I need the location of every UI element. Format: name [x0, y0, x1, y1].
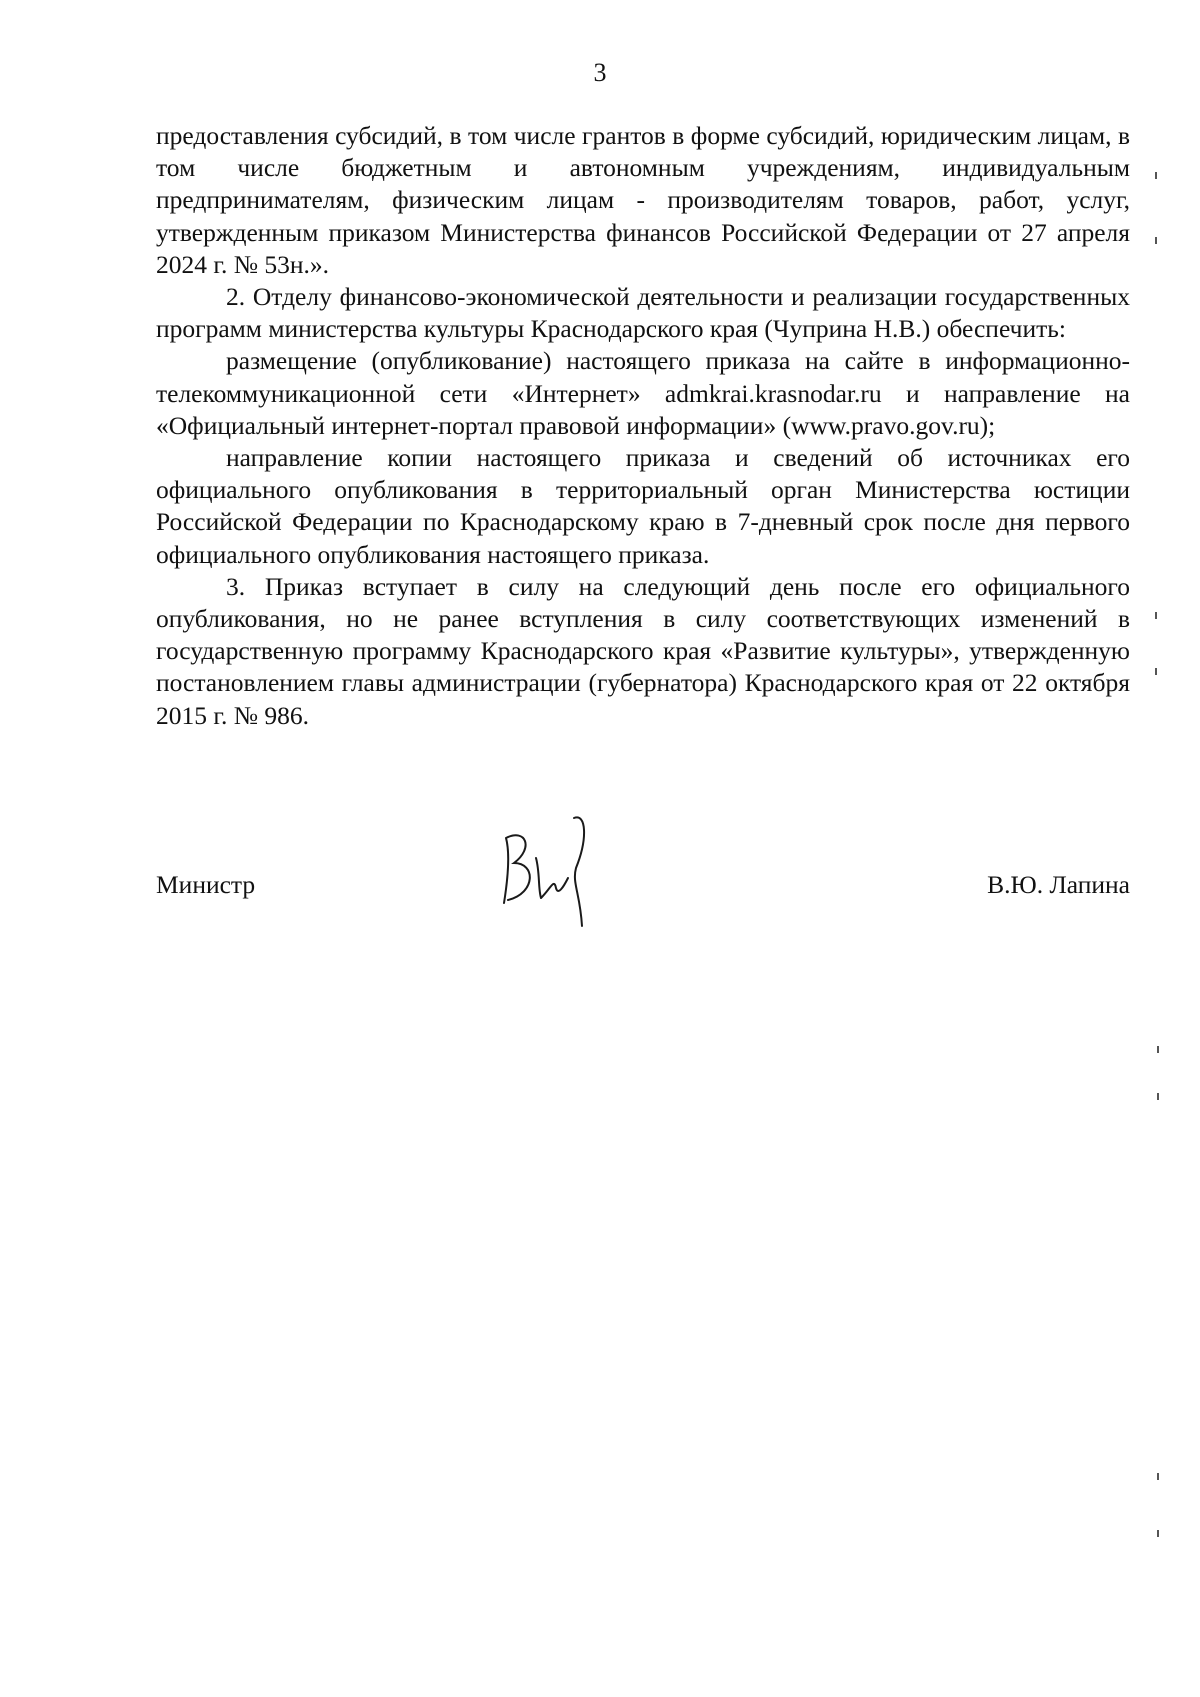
scan-mark [1155, 668, 1157, 675]
scan-mark [1157, 1046, 1159, 1053]
handwritten-signature [496, 808, 616, 928]
signatory-name: В.Ю. Лапина [987, 870, 1130, 899]
scan-mark [1157, 1530, 1159, 1537]
scan-mark [1157, 1473, 1159, 1480]
scan-mark [1157, 1093, 1159, 1100]
scan-mark [1155, 612, 1157, 619]
scan-mark [1155, 237, 1157, 244]
document-body [156, 120, 1130, 732]
paragraph-publication: размещение (опубликование) настоящего приказа на сайте в информационно-телекоммуникационной сети «Интернет» admkrai.krasnodar.ru и направление на «Официальный интернет-портал правовой информации» (www.pravo.gov.ru); [156, 346, 1130, 440]
page-number: 3 [593, 58, 607, 87]
scan-mark [1155, 172, 1157, 179]
paragraph-copy-submission: направление копии настоящего приказа и сведений об источниках его официального опубликования в территориальный орган Министерства юстиции Российской Федерации по Краснодарскому краю в 7-дневный срок после дня первого официального опубликования настоящего приказа. [156, 443, 1130, 569]
paragraph-subsidy-continuation: предоставления субсидий, в том числе грантов в форме субсидий, юридическим лицам, в том числе бюджетным и автономным учреждениям, индивидуальным предпринимателям, физическим лицам - производителям товаров, работ, услуг, утвержденным приказом Министерства финансов Российской Федерации от 27 апреля 2024 г. № 53н.». [156, 121, 1130, 279]
paragraph-item-3: 3. Приказ вступает в силу на следующий день после его официального опубликования, но не ранее вступления в силу соответствующих изменений в государственную программу Краснодарского края «Развитие культуры», утвержденную постановлением главы администрации (губернатора) Краснодарского края от 22 октября 2015 г. № 986. [156, 571, 1130, 730]
signatory-title: Министр [156, 870, 256, 899]
paragraph-item-2: 2. Отделу финансово-экономической деятельности и реализации государственных программ министерства культуры Краснодарского края (Чуприна Н.В.) обеспечить: [156, 282, 1130, 344]
